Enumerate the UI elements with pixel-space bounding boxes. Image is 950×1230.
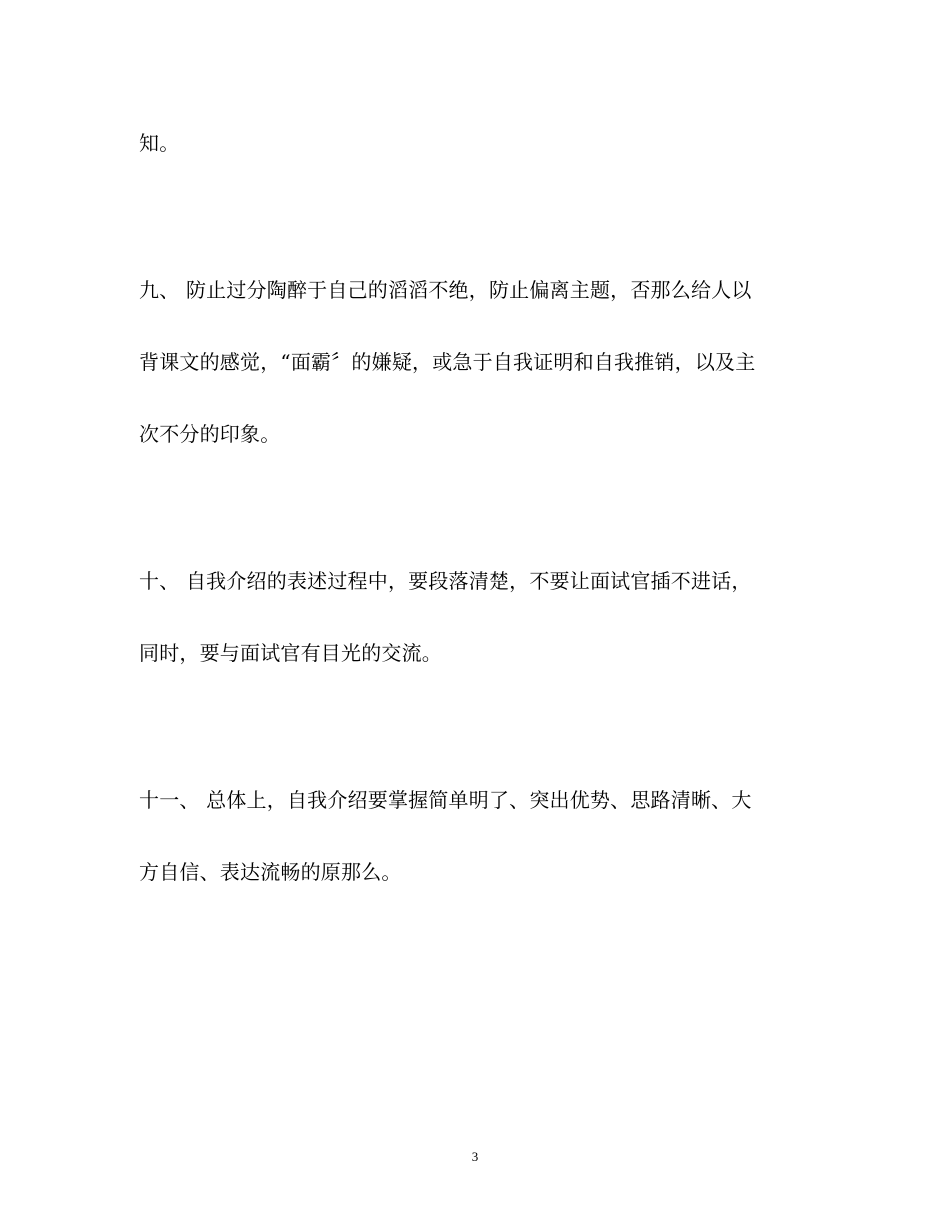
paragraph-9-line-2: 背课文的感觉，“面霸〞的嫌疑，或急于自我证明和自我推销，以及主 — [139, 350, 756, 374]
paragraph-9-line-1: 九、 防止过分陶醉于自己的滔滔不绝，防止偏离主题，否那么给人以 — [139, 278, 752, 302]
paragraph-10-line-2: 同时，要与面试官有目光的交流。 — [139, 641, 442, 665]
paragraph-11-line-1: 十一、 总体上，自我介绍要掌握简单明了、突出优势、思路清晰、大 — [139, 788, 752, 812]
paragraph-11-line-2: 方自信、表达流畅的原那么。 — [139, 860, 402, 884]
paragraph-9-line-3: 次不分的印象。 — [139, 422, 281, 446]
paragraph-10-line-1: 十、 自我介绍的表述过程中，要段落清楚，不要让面试官插不进话， — [139, 569, 752, 593]
page-number: 3 — [471, 1149, 479, 1164]
paragraph-8-end-line: 知。 — [139, 131, 180, 155]
